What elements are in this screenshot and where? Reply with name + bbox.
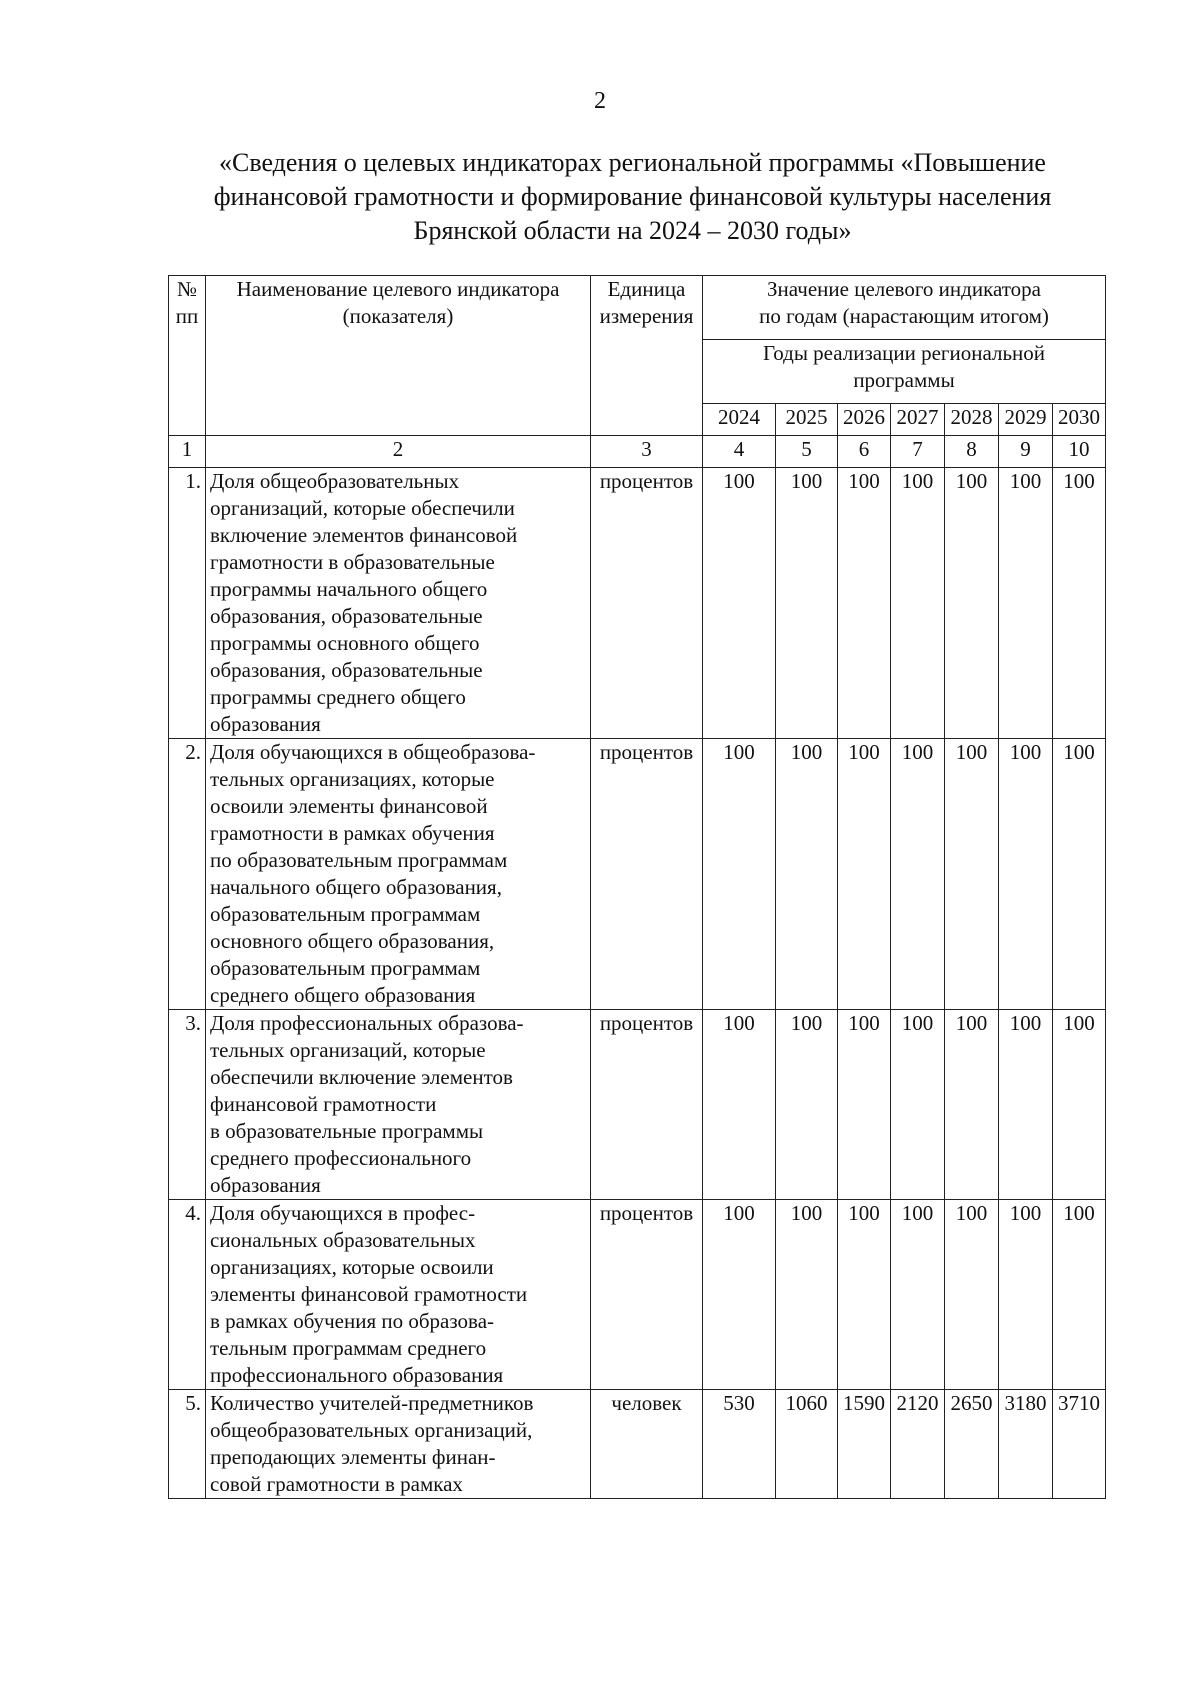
indicator-name-line: программы основного общего	[210, 631, 480, 655]
indicator-name-line: среднего профессионального	[210, 1146, 472, 1170]
unit-of-measure: человек	[591, 1390, 703, 1499]
indicator-name-line: сиональных образовательных	[210, 1228, 476, 1252]
indicator-name	[206, 1390, 591, 1499]
header-years-title: Годы реализации региональной программы	[703, 340, 1106, 404]
year-cell: 2027	[891, 404, 945, 436]
year-value: 1060	[776, 1390, 838, 1499]
indicator-name-line: освоили элементы финансовой	[210, 794, 488, 818]
indicator-name-line: основного общего образования,	[210, 929, 495, 953]
column-number: 2	[206, 436, 591, 468]
year-value: 100	[703, 1200, 776, 1390]
year-value: 2120	[891, 1390, 945, 1499]
year-value: 100	[838, 468, 891, 739]
indicator-name-line: включение элементов финансовой	[210, 523, 518, 547]
year-value: 100	[945, 1010, 999, 1200]
indicator-name-line: тельных организациях, которые	[210, 767, 495, 791]
indicator-name-line: общеобразовательных организаций,	[210, 1418, 533, 1442]
indicator-name-line: совой грамотности в рамках	[210, 1472, 463, 1496]
year-value: 100	[838, 739, 891, 1010]
year-cell: 2029	[999, 404, 1053, 436]
year-cell: 2024	[703, 404, 776, 436]
year-cell: 2025	[776, 404, 838, 436]
row-number: 3.	[169, 1010, 206, 1200]
indicator-name-line: образовательным программам	[210, 956, 481, 980]
year-value: 530	[703, 1390, 776, 1499]
column-number: 3	[591, 436, 703, 468]
year-value: 100	[1053, 739, 1106, 1010]
indicator-name-line: профессионального образования	[210, 1363, 504, 1387]
year-value: 100	[999, 468, 1053, 739]
indicator-name-line: в образовательные программы	[210, 1119, 484, 1143]
year-value: 3180	[999, 1390, 1053, 1499]
header-value: Значение целевого индикатора по годам (нарастающим итогом)	[703, 276, 1106, 340]
indicator-name-line: образования	[210, 712, 321, 736]
year-value: 100	[945, 1200, 999, 1390]
indicator-name-line: образовательным программам	[210, 902, 481, 926]
indicator-name-line: начального общего образования,	[210, 875, 502, 899]
title-line: финансовой грамотности и формирование финансовой культуры населения	[213, 182, 1052, 211]
column-number: 9	[999, 436, 1053, 468]
year-value: 100	[703, 468, 776, 739]
year-value: 100	[1053, 468, 1106, 739]
unit-of-measure: процентов	[591, 1010, 703, 1200]
year-value: 100	[891, 739, 945, 1010]
year-value: 2650	[945, 1390, 999, 1499]
indicator-name-line: обеспечили включение элементов	[210, 1065, 513, 1089]
indicator-name-line: организациях, которые освоили	[210, 1255, 494, 1279]
year-value: 100	[838, 1200, 891, 1390]
indicator-name-line: Доля обучающихся в общеобразова-	[210, 740, 536, 764]
year-value: 1590	[838, 1390, 891, 1499]
indicator-name-line: образования, образовательные	[210, 658, 483, 682]
year-value: 100	[776, 739, 838, 1010]
row-number: 5.	[169, 1390, 206, 1499]
indicator-name-line: преподающих элементы финан-	[210, 1445, 496, 1469]
indicator-name	[206, 1200, 591, 1390]
unit-of-measure: процентов	[591, 1200, 703, 1390]
row-number: 4.	[169, 1200, 206, 1390]
indicator-name-line: грамотности в рамках обучения	[210, 821, 495, 845]
column-number: 4	[703, 436, 776, 468]
year-value: 100	[945, 468, 999, 739]
indicator-name-line: Доля общеобразовательных	[210, 469, 460, 493]
year-value: 100	[945, 739, 999, 1010]
document-title	[160, 146, 1105, 248]
header-name: Наименование целевого индикатора (показателя)	[206, 276, 591, 436]
table-row	[169, 739, 1106, 1010]
indicator-name-line: элементы финансовой грамотности	[210, 1282, 528, 1306]
year-cell: 2028	[945, 404, 999, 436]
title-line: «Сведения о целевых индикаторах региональной программы «Повышение	[219, 148, 1046, 177]
indicator-name	[206, 468, 591, 739]
indicator-name	[206, 739, 591, 1010]
row-number: 2.	[169, 739, 206, 1010]
column-number-row	[169, 436, 1106, 468]
year-value: 100	[776, 1010, 838, 1200]
header-unit: Единица измерения	[591, 276, 703, 436]
indicator-name-line: программы среднего общего	[210, 685, 466, 709]
year-value: 100	[703, 1010, 776, 1200]
page-number: 2	[594, 88, 606, 114]
year-value: 100	[838, 1010, 891, 1200]
year-cell: 2026	[838, 404, 891, 436]
column-number: 5	[776, 436, 838, 468]
row-number: 1.	[169, 468, 206, 739]
column-number: 1	[169, 436, 206, 468]
indicator-name-line: Доля профессиональных образова-	[210, 1011, 524, 1035]
indicator-name-line: грамотности в образовательные	[210, 550, 495, 574]
column-number: 7	[891, 436, 945, 468]
year-value: 100	[891, 1200, 945, 1390]
year-cell: 2030	[1053, 404, 1106, 436]
indicator-name-line: программы начального общего	[210, 577, 488, 601]
unit-of-measure: процентов	[591, 468, 703, 739]
table-row	[169, 1390, 1106, 1499]
year-value: 100	[776, 468, 838, 739]
year-value: 3710	[1053, 1390, 1106, 1499]
header-row	[169, 276, 1106, 340]
indicator-name-line: в рамках обучения по образова-	[210, 1309, 495, 1333]
table-body	[169, 468, 1106, 1499]
indicator-name-line: финансовой грамотности	[210, 1092, 437, 1116]
year-value: 100	[776, 1200, 838, 1390]
indicator-name-line: среднего общего образования	[210, 983, 476, 1007]
indicator-name-line: образования, образовательные	[210, 604, 483, 628]
header-num: № пп	[169, 276, 206, 436]
indicator-name-line: по образовательным программам	[210, 848, 508, 872]
year-value: 100	[891, 468, 945, 739]
indicator-name-line: Доля обучающихся в профес-	[210, 1201, 476, 1225]
year-value: 100	[999, 1010, 1053, 1200]
indicator-name-line: организаций, которые обеспечили	[210, 496, 515, 520]
indicators-table	[168, 275, 1106, 1499]
year-value: 100	[1053, 1010, 1106, 1200]
table-row	[169, 1010, 1106, 1200]
year-value: 100	[999, 739, 1053, 1010]
year-value: 100	[999, 1200, 1053, 1390]
column-number: 6	[838, 436, 891, 468]
column-number: 8	[945, 436, 999, 468]
indicator-name-line: Количество учителей-предметников	[210, 1391, 534, 1415]
indicator-name-line: тельных организаций, которые	[210, 1038, 486, 1062]
year-value: 100	[891, 1010, 945, 1200]
table-row	[169, 1200, 1106, 1390]
year-value: 100	[1053, 1200, 1106, 1390]
column-number: 10	[1053, 436, 1106, 468]
table-row	[169, 468, 1106, 739]
unit-of-measure: процентов	[591, 739, 703, 1010]
indicator-name-line: образования	[210, 1173, 321, 1197]
indicator-name	[206, 1010, 591, 1200]
year-value: 100	[703, 739, 776, 1010]
indicator-name-line: тельным программам среднего	[210, 1336, 487, 1360]
title-line: Брянской области на 2024 – 2030 годы»	[413, 216, 852, 245]
